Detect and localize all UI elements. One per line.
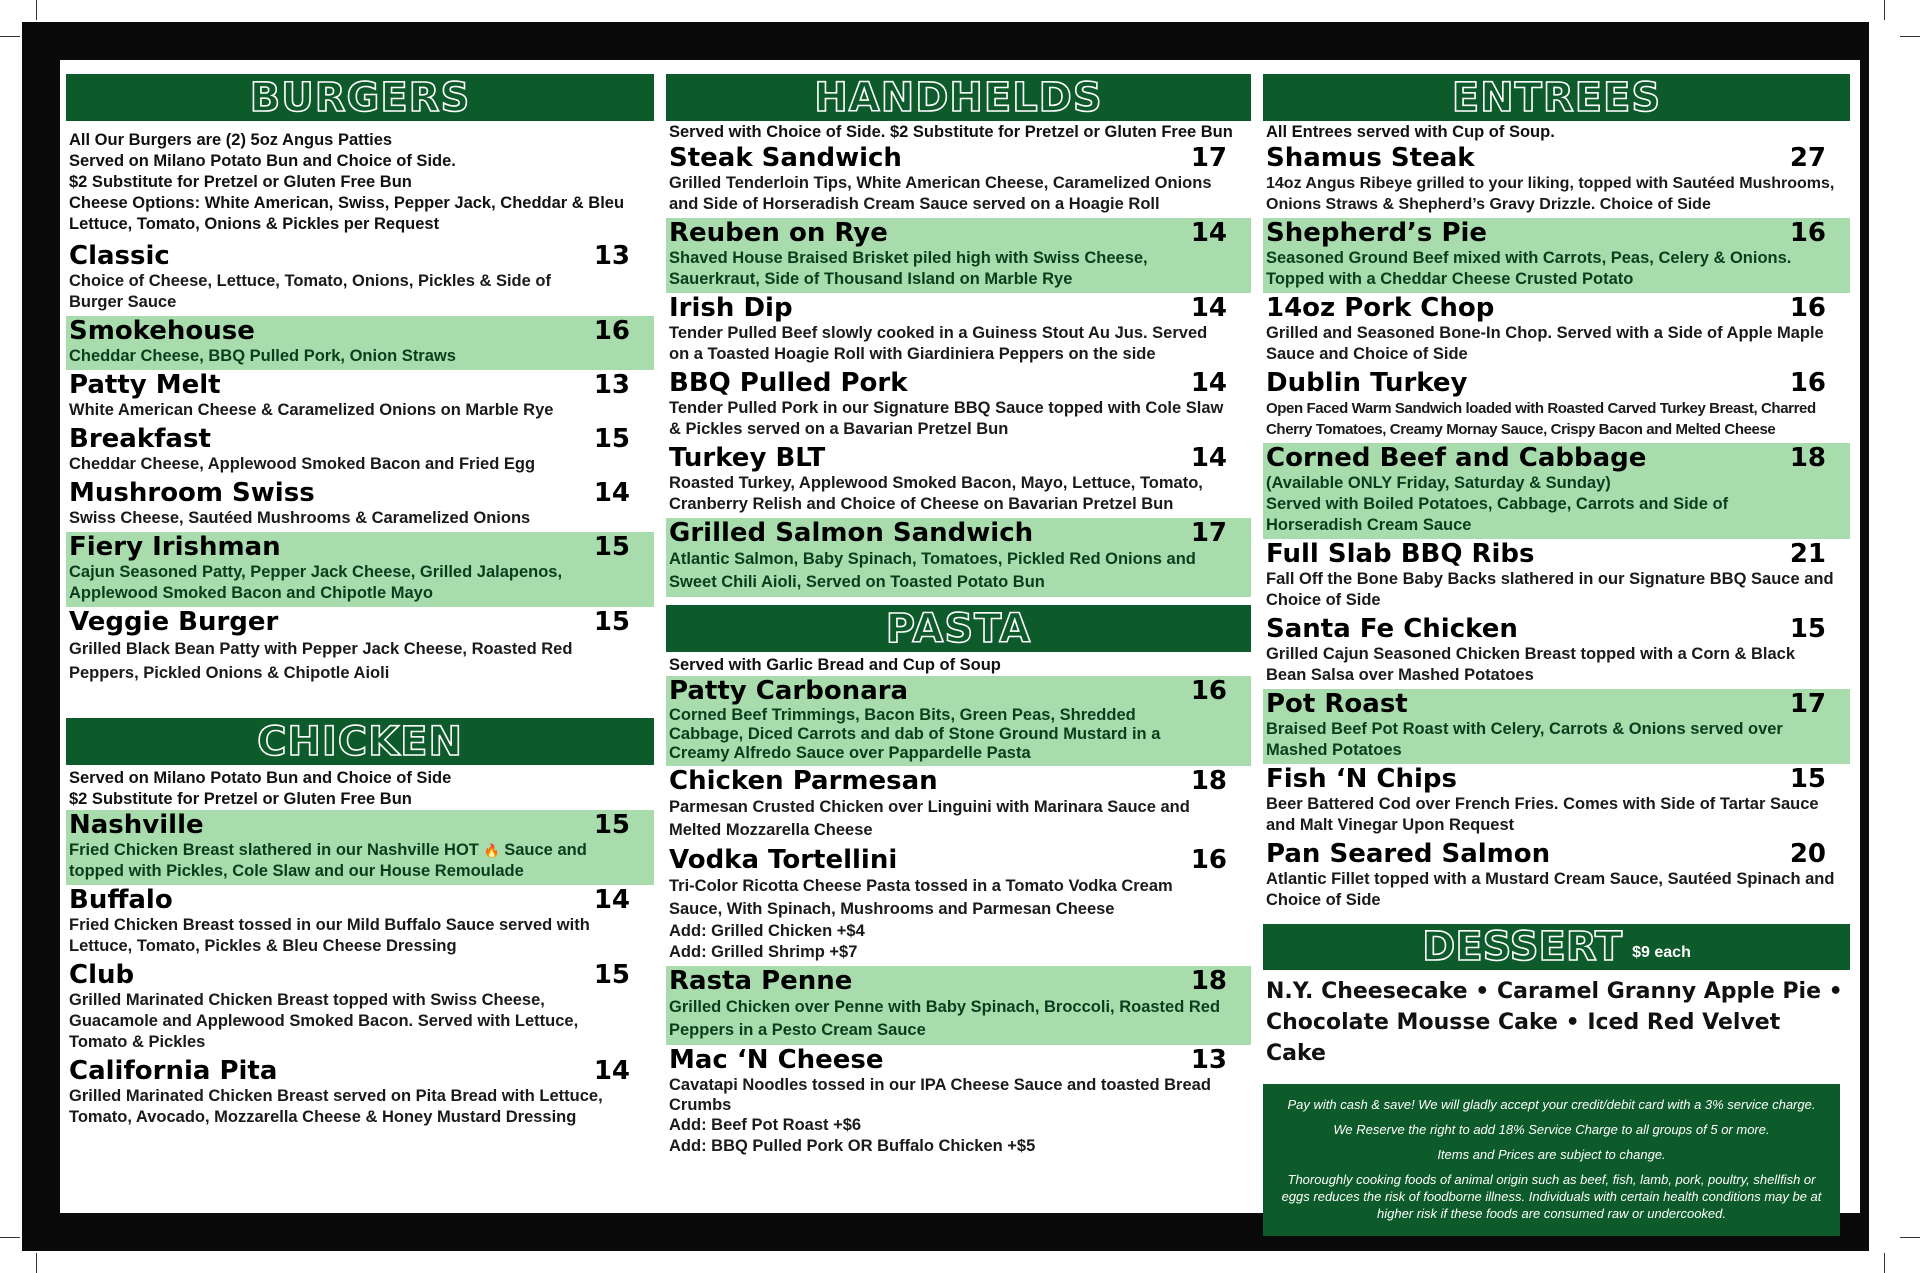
item-name: Rasta Penne [669, 966, 853, 996]
item-price: 27 [1789, 143, 1826, 173]
item-name: BBQ Pulled Pork [669, 368, 908, 398]
policy-notice [1263, 1084, 1840, 1236]
entrees-header [1263, 74, 1850, 121]
menu-page [60, 60, 1860, 1221]
burgers-note: Served on Milano Potato Bun and Choice of Side. [69, 152, 456, 170]
item-name: Breakfast [69, 424, 211, 454]
burgers-title: BURGERS [249, 74, 471, 121]
item-description: Grilled Cajun Seasoned Chicken Breast topped with a Corn & Black Bean Salsa over Mashed Potatoes [1266, 645, 1796, 684]
item-description: Grilled Black Bean Patty with Pepper Jack Cheese, Roasted Red Peppers, Pickled Onions & Chipotle Aioli [69, 640, 573, 682]
menu-item-steak-sandwich [666, 143, 1251, 218]
item-price: 15 [593, 424, 630, 454]
item-description: Atlantic Salmon, Baby Spinach, Tomatoes, Pickled Red Onions and Sweet Chili Aioli, Served on Toasted Potato Bun [669, 550, 1196, 591]
crop-mark [36, 1253, 37, 1273]
entrees-note: All Entrees served with Cup of Soup. [1266, 123, 1555, 141]
item-name: 14oz Pork Chop [1266, 293, 1495, 323]
item-description: Fall Off the Bone Baby Backs slathered in our Signature BBQ Sauce and Choice of Side [1266, 570, 1834, 609]
item-description: Shaved House Braised Brisket piled high with Swiss Cheese, Sauerkraut, Side of Thousand Island on Marble Rye [669, 249, 1148, 288]
crop-mark [1884, 0, 1885, 20]
item-availability: (Available ONLY Friday, Saturday & Sunday) [1266, 474, 1611, 492]
item-description: Cavatapi Noodles tossed in our IPA Cheese Sauce and toasted Bread Crumbs [669, 1076, 1211, 1114]
crop-mark [0, 1237, 20, 1238]
item-name: Grilled Salmon Sandwich [669, 518, 1034, 548]
menu-item-buffalo [66, 885, 654, 960]
item-price: 18 [1190, 766, 1227, 796]
item-description: Parmesan Crusted Chicken over Linguini with Marinara Sauce and Melted Mozzarella Cheese [669, 798, 1190, 839]
item-description: Choice of Cheese, Lettuce, Tomato, Onions, Pickles & Side of Burger Sauce [69, 272, 551, 311]
menu-item-breakfast [66, 424, 654, 478]
menu-item-shamus-steak [1263, 143, 1850, 218]
menu-item-fiery-irishman [66, 532, 654, 607]
item-price: 16 [1190, 676, 1227, 706]
menu-item-reuben-on-rye [666, 218, 1251, 293]
pasta-title: PASTA [885, 605, 1032, 652]
item-name: Full Slab BBQ Ribs [1266, 539, 1535, 569]
item-name: Pan Seared Salmon [1266, 839, 1551, 869]
menu-item-pan-seared-salmon [1263, 839, 1850, 914]
item-name: Vodka Tortellini [669, 845, 898, 875]
menu-item-pot-roast [1263, 689, 1850, 764]
item-name: Corned Beef and Cabbage [1266, 443, 1647, 473]
item-price: 13 [593, 241, 630, 271]
item-description-part: Fried Chicken Breast slathered in our Nashville HOT [69, 841, 479, 859]
item-name: Veggie Burger [69, 607, 279, 637]
item-name: Nashville [69, 810, 204, 840]
crop-mark [1900, 1237, 1920, 1238]
dessert-list [1263, 970, 1850, 1069]
handhelds-header [666, 74, 1251, 121]
item-description: Roasted Turkey, Applewood Smoked Bacon, Mayo, Lettuce, Tomato, Cranberry Relish and Choice of Cheese on Bavarian Pretzel Bun [669, 474, 1203, 513]
item-description: Seasoned Ground Beef mixed with Carrots, Peas, Celery & Onions. Topped with a Cheddar Cheese Crusted Potato [1266, 249, 1792, 288]
item-price: 17 [1789, 689, 1826, 719]
item-description: Served with Boiled Potatoes, Cabbage, Carrots and Side of Horseradish Cream Sauce [1266, 495, 1729, 534]
item-name: California Pita [69, 1056, 278, 1086]
item-price: 16 [1789, 218, 1826, 248]
item-description: Cheddar Cheese, Applewood Smoked Bacon and Fried Egg [69, 455, 536, 473]
item-name: Patty Carbonara [669, 676, 909, 706]
column-left [66, 74, 654, 1131]
item-price: 15 [593, 810, 630, 840]
item-description: Grilled Chicken over Penne with Baby Spinach, Broccoli, Roasted Red Peppers in a Pesto Cream Sauce [669, 998, 1221, 1039]
item-price: 15 [593, 607, 630, 637]
dessert-price-note: $9 each [1632, 944, 1691, 961]
item-description: 14oz Angus Ribeye grilled to your liking, topped with Sautéed Mushrooms, Onions Straws & Shepherd’s Gravy Drizzle. Choice of Side [1266, 175, 1835, 213]
chicken-header [66, 718, 654, 765]
item-addon: Add: Grilled Chicken +$4 [669, 922, 865, 940]
item-description [69, 840, 630, 882]
item-price: 16 [1789, 368, 1826, 398]
item-price: 16 [593, 316, 630, 346]
notice-food-safety: Thoroughly cooking foods of animal origin such as beef, fish, lamb, pork, poultry, shellfish or eggs reduces the risk of foodborne illness. Individuals with certain health conditions may be at higher risk if these foods are consumed raw or undercooked. [1281, 1172, 1822, 1221]
item-addon: Add: Grilled Shrimp +$7 [669, 943, 858, 961]
item-name: Shepherd’s Pie [1266, 218, 1488, 248]
chicken-note: Served on Milano Potato Bun and Choice of Side [69, 769, 452, 787]
menu-item-mac-n-cheese [666, 1045, 1251, 1160]
item-price: 14 [1190, 443, 1227, 473]
notice-prices: Items and Prices are subject to change. [1437, 1147, 1666, 1162]
item-name: Buffalo [69, 885, 173, 915]
item-name: Mac ‘N Cheese [669, 1045, 884, 1075]
item-price: 13 [593, 370, 630, 400]
crop-mark [0, 36, 20, 37]
item-price: 14 [1190, 368, 1227, 398]
item-addon: Add: Beef Pot Roast +$6 [669, 1116, 862, 1134]
burgers-header [66, 74, 654, 121]
item-name: Club [69, 960, 135, 990]
item-description: Braised Beef Pot Roast with Celery, Carrots & Onions served over Mashed Potatoes [1266, 720, 1783, 759]
dessert-line: Chocolate Mousse Cake • Iced Red Velvet Cake [1266, 1010, 1781, 1066]
handhelds-note: Served with Choice of Side. $2 Substitute for Pretzel or Gluten Free Bun [669, 123, 1233, 141]
item-price: 14 [593, 1056, 630, 1086]
column-right [1263, 74, 1850, 1236]
item-description: Atlantic Fillet topped with a Mustard Cream Sauce, Sautéed Spinach and Choice of Side [1266, 870, 1835, 909]
item-price: 18 [1789, 443, 1826, 473]
item-price: 21 [1789, 539, 1826, 569]
item-name: Fish ‘N Chips [1266, 764, 1457, 794]
item-name: Santa Fe Chicken [1266, 614, 1518, 644]
menu-item-irish-dip [666, 293, 1251, 368]
item-description: Tender Pulled Pork in our Signature BBQ Sauce topped with Cole Slaw & Pickles served on a Bavarian Pretzel Bun [669, 399, 1224, 438]
menu-item-corned-beef-and-cabbage [1263, 443, 1850, 539]
item-price: 15 [1789, 764, 1826, 794]
item-price: 13 [1190, 1045, 1227, 1075]
burgers-note: Lettuce, Tomato, Onions & Pickles per Request [69, 215, 440, 233]
crop-mark [36, 0, 37, 20]
item-description: Corned Beef Trimmings, Bacon Bits, Green Peas, Shredded Cabbage, Diced Carrots and dab of Stone Ground Mustard in a Creamy Alfredo Sauce over Pappardelle Pasta [669, 706, 1161, 762]
item-description: Beer Battered Cod over French Fries. Comes with Side of Tartar Sauce and Malt Vinegar Upon Request [1266, 795, 1819, 834]
item-name: Classic [69, 241, 170, 271]
burgers-note: All Our Burgers are (2) 5oz Angus Patties [69, 131, 393, 149]
item-description: Tri-Color Ricotta Cheese Pasta tossed in a Tomato Vodka Cream Sauce, With Spinach, Mushrooms and Parmesan Cheese [669, 877, 1173, 918]
crop-mark [1900, 36, 1920, 37]
item-price: 14 [1190, 218, 1227, 248]
item-name: Mushroom Swiss [69, 478, 315, 508]
pasta-header [666, 605, 1251, 652]
notice-payment: Pay with cash & save! We will gladly accept your credit/debit card with a 3% service charge. [1287, 1097, 1816, 1112]
item-price: 20 [1789, 839, 1826, 869]
menu-item-bbq-pulled-pork [666, 368, 1251, 443]
item-name: Smokehouse [69, 316, 255, 346]
menu-item-rasta-penne [666, 966, 1251, 1045]
item-description: Grilled and Seasoned Bone-In Chop. Served with a Side of Apple Maple Sauce and Choice of Side [1266, 324, 1824, 363]
item-name: Patty Melt [69, 370, 221, 400]
crop-mark [1884, 1253, 1885, 1273]
item-description: Grilled Marinated Chicken Breast served on Pita Bread with Lettuce, Tomato, Avocado, Mozzarella Cheese & Honey Mustard Dressing [69, 1087, 603, 1126]
item-name: Turkey BLT [669, 443, 826, 473]
item-name: Dublin Turkey [1266, 368, 1468, 398]
chicken-title: CHICKEN [257, 718, 463, 765]
menu-item-turkey-blt [666, 443, 1251, 518]
burgers-note: Cheese Options: White American, Swiss, Pepper Jack, Cheddar & Bleu [69, 194, 625, 212]
item-name: Steak Sandwich [669, 143, 902, 173]
handhelds-title: HANDHELDS [814, 74, 1103, 121]
burgers-notes [66, 121, 654, 235]
item-price: 15 [593, 960, 630, 990]
item-price: 16 [1190, 845, 1227, 875]
item-description: Tender Pulled Beef slowly cooked in a Guiness Stout Au Jus. Served on a Toasted Hoagie Roll with Giardiniera Peppers on the side [669, 324, 1208, 363]
pasta-note: Served with Garlic Bread and Cup of Soup [669, 656, 1001, 674]
entrees-title: ENTREES [1451, 74, 1662, 121]
column-middle [666, 74, 1251, 1160]
item-name: Shamus Steak [1266, 143, 1475, 173]
item-description: Grilled Marinated Chicken Breast topped with Swiss Cheese, Guacamole and Applewood Smoked Bacon. Served with Lettuce, Tomato & Pickles [69, 991, 579, 1051]
menu-item-mushroom-swiss [66, 478, 654, 532]
menu-item-chicken-parmesan [666, 766, 1251, 845]
item-description: Cheddar Cheese, BBQ Pulled Pork, Onion Straws [69, 347, 456, 365]
menu-item-patty-melt [66, 370, 654, 424]
notice-service-charge: We Reserve the right to add 18% Service Charge to all groups of 5 or more. [1333, 1122, 1770, 1137]
menu-item-patty-carbonara [666, 676, 1251, 766]
burgers-note: $2 Substitute for Pretzel or Gluten Free Bun [69, 173, 412, 191]
menu-item-santa-fe-chicken [1263, 614, 1850, 689]
item-price: 15 [1789, 614, 1826, 644]
chicken-notes [66, 765, 654, 810]
item-price: 18 [1190, 966, 1227, 996]
item-price: 16 [1789, 293, 1826, 323]
item-addon: Add: BBQ Pulled Pork OR Buffalo Chicken +$5 [669, 1137, 1036, 1155]
item-name: Irish Dip [669, 293, 793, 323]
item-description: Open Faced Warm Sandwich loaded with Roasted Carved Turkey Breast, Charred Cherry Tomatoes, Creamy Mornay Sauce, Crispy Bacon and Melted Cheese [1266, 400, 1816, 438]
menu-item-classic [66, 241, 654, 316]
item-price: 17 [1190, 143, 1227, 173]
dessert-header [1263, 924, 1850, 970]
chicken-note: $2 Substitute for Pretzel or Gluten Free Bun [69, 790, 412, 808]
item-name: Reuben on Rye [669, 218, 888, 248]
menu-item-california-pita [66, 1056, 654, 1131]
item-name: Fiery Irishman [69, 532, 281, 562]
item-price: 14 [593, 885, 630, 915]
menu-item-smokehouse [66, 316, 654, 370]
dessert-line: N.Y. Cheesecake • Caramel Granny Apple Pie • [1266, 979, 1843, 1004]
menu-item-grilled-salmon-sandwich [666, 518, 1251, 597]
menu-item-dublin-turkey [1263, 368, 1850, 443]
item-name: Chicken Parmesan [669, 766, 938, 796]
item-description: White American Cheese & Caramelized Onions on Marble Rye [69, 401, 554, 419]
item-name: Pot Roast [1266, 689, 1408, 719]
menu-item-club [66, 960, 654, 1056]
item-price: 14 [593, 478, 630, 508]
item-price: 14 [1190, 293, 1227, 323]
item-description: Fried Chicken Breast tossed in our Mild Buffalo Sauce served with Lettuce, Tomato, Pickles & Bleu Cheese Dressing [69, 916, 590, 955]
item-description: Grilled Tenderloin Tips, White American Cheese, Caramelized Onions and Side of Horseradish Cream Sauce served on a Hoagie Roll [669, 174, 1212, 213]
menu-item-vodka-tortellini [666, 845, 1251, 966]
menu-item-shepherds-pie [1263, 218, 1850, 293]
menu-item-full-slab-bbq-ribs [1263, 539, 1850, 614]
flame-icon: 🔥 [483, 843, 500, 858]
menu-item-veggie-burger [66, 607, 654, 688]
item-description-part: Sauce and topped with Pickles, Cole Slaw and our House Remoulade [69, 841, 587, 880]
item-description: Swiss Cheese, Sautéed Mushrooms & Caramelized Onions [69, 509, 531, 527]
menu-item-nashville [66, 810, 654, 885]
menu-item-fish-n-chips [1263, 764, 1850, 839]
item-description: Cajun Seasoned Patty, Pepper Jack Cheese, Grilled Jalapenos, Applewood Smoked Bacon and Chipotle Mayo [69, 563, 563, 602]
item-price: 17 [1190, 518, 1227, 548]
menu-item-14oz-pork-chop [1263, 293, 1850, 368]
item-price: 15 [593, 532, 630, 562]
dessert-title: DESSERT [1422, 924, 1623, 970]
